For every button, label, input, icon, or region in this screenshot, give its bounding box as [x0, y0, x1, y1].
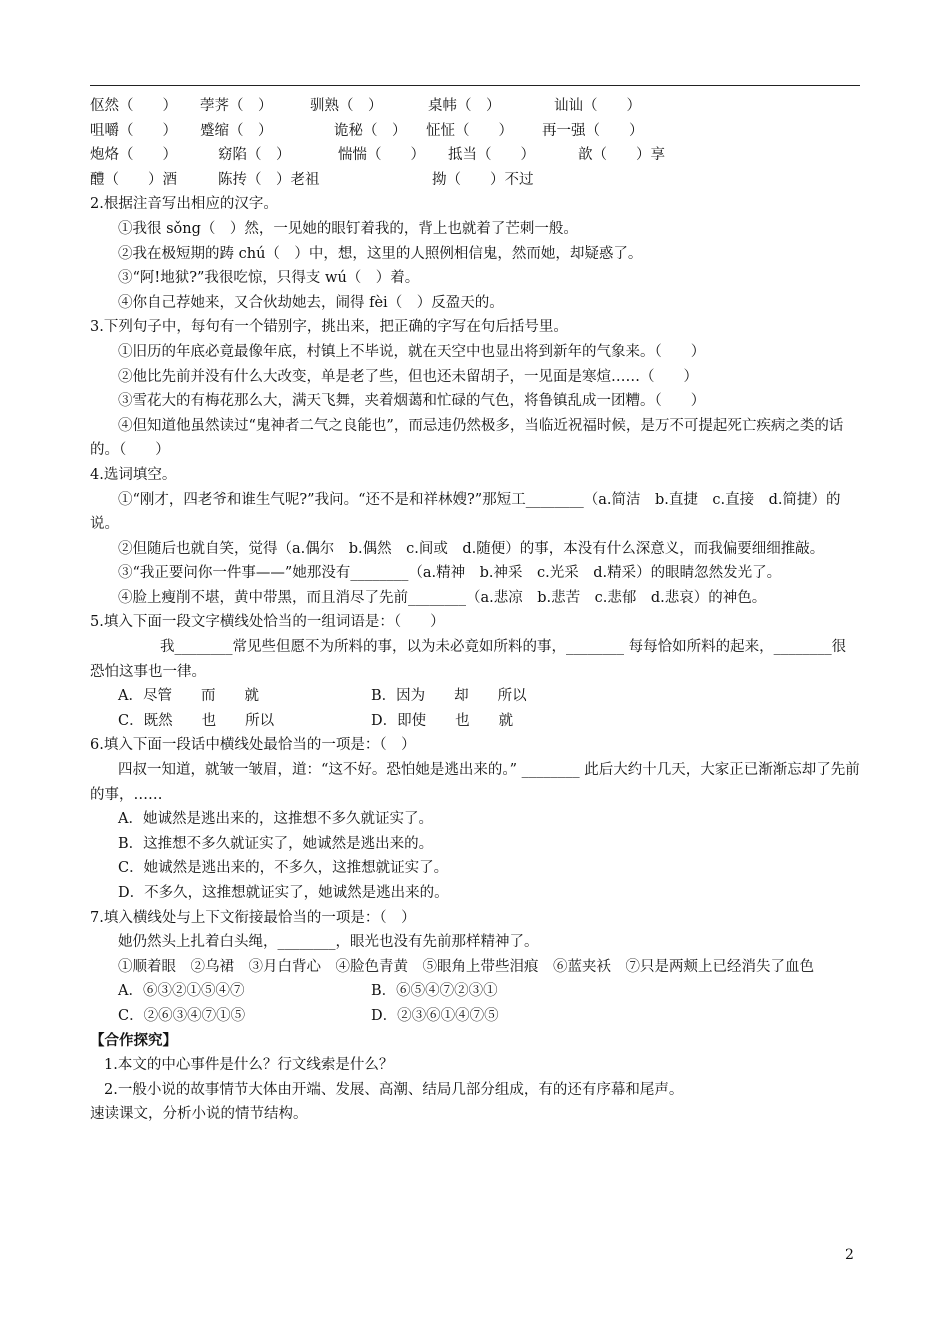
q4-title: 4.选词填空。: [90, 466, 177, 483]
q3-item-1: ①旧历的年底必竟最像年底，村镇上不毕说，就在天空中也显出将到新年的气象来。（ ）: [118, 343, 706, 360]
pinyin-item: 炮烙（ ）: [90, 147, 177, 164]
q7-option-d: D．②③⑥①④⑦⑤: [371, 1007, 499, 1024]
pinyin-item: 拗（ ）不过: [432, 171, 534, 188]
q6-option-a: A．她诚然是逃出来的，这推想不多久就证实了。: [118, 811, 433, 828]
q7-option-a: A．⑥③②①⑤④⑦: [118, 983, 245, 1000]
pinyin-item: 醴（ ）酒: [90, 171, 177, 188]
q3-item-4: ④但知道他虽然读过“鬼神者二气之良能也”，而忌违仍然极多，当临近祝福时候，是万不可提起死亡疾病之类的话的。（ ）: [90, 417, 844, 459]
q5-passage: 我________常见些但愿不为所料的事，以为未必竟如所料的事，________ 每每恰如所料的起来，________很恐怕这事也一律。: [90, 639, 847, 680]
pinyin-item: 陈抟（ ）老祖: [218, 171, 320, 188]
q3-title: 3.下列句子中，每句有一个错别字，挑出来，把正确的字写在句后括号里。: [90, 319, 568, 336]
q3-item-3: ③雪花大的有梅花那么大，满天飞舞，夹着烟蔼和忙碌的气色，将鲁镇乱成一团糟。（ ）: [118, 393, 706, 410]
pinyin-item: 伛然（ ）: [90, 98, 177, 114]
q2-item-3: ③“阿!地狱?”我很吃惊，只得支 wú（ ）着。: [118, 270, 420, 287]
q5-option-c: C．既然 也 所以: [118, 712, 275, 729]
pinyin-row-2: [90, 119, 860, 144]
pinyin-item: 诡秘（ ）: [334, 122, 407, 139]
page-number: 2: [845, 1247, 854, 1263]
pinyin-item: 窈陷（ ）: [218, 147, 291, 164]
pinyin-item: 驯熟（ ）: [310, 98, 383, 114]
q7-options-row-2: [90, 1004, 860, 1029]
q7-title: 7.填入横线处与上下文衔接最恰当的一项是：（ ）: [90, 909, 416, 926]
q7-choices: ①顺着眼 ②乌裙 ③月白背心 ④脸色青黄 ⑤眼角上带些泪痕 ⑥蓝夹袄 ⑦只是两颊上已经消失了血色: [118, 958, 814, 975]
pinyin-item: 咀嚼（ ）: [90, 122, 177, 139]
q4-item-2: ②但随后也就自笑，觉得（a.偶尔 b.偶然 c.间或 d.随便）的事，本没有什么深意义，而我偏要细细推敲。: [118, 540, 825, 557]
q4-item-3: ③“我正要问你一件事——”她那没有________（a.精神 b.神采 c.光采 d.精采）的眼睛忽然发光了。: [118, 565, 782, 582]
pinyin-row-3: [90, 143, 860, 168]
q7-passage: 她仍然头上扎着白头绳，________，眼光也没有先前那样精神了。: [118, 934, 539, 951]
pinyin-item: 荸荠（ ）: [200, 98, 273, 114]
pinyin-item: 讪讪（ ）: [554, 98, 641, 114]
worksheet-body: [90, 94, 860, 1127]
pinyin-item: 桌帏（ ）: [428, 98, 501, 114]
q7-option-b: B．⑥⑤④⑦②③①: [371, 983, 498, 1000]
coop-tail: 速读课文，分析小说的情节结构。: [90, 1106, 308, 1123]
q5-title: 5.填入下面一段文字横线处恰当的一组词语是：（ ）: [90, 614, 445, 631]
coop-item-1: 1.本文的中心事件是什么？行文线索是什么？: [104, 1057, 394, 1074]
q5-options-row-1: [90, 684, 860, 709]
pinyin-item: 再一强（ ）: [542, 122, 644, 139]
q4-item-4: ④脸上瘦削不堪，黄中带黑，而且消尽了先前________（a.悲凉 b.悲苦 c.悲郁 d.悲哀）的神色。: [118, 589, 767, 606]
header-rule: [90, 85, 860, 86]
q6-passage: 四叔一知道，就皱一皱眉，道：“这不好。恐怕她是逃出来的。” ________ 此后大约十几天，大家正已渐渐忘却了先前的事，……: [90, 762, 860, 803]
q3-item-2: ②他比先前并没有什么大改变，单是老了些，但也还未留胡子，一见面是寒煊……（ ）: [118, 368, 698, 385]
q5-option-d: D．即使 也 就: [371, 712, 514, 729]
coop-heading: 【合作探究】: [90, 1031, 177, 1049]
coop-item-2: 2.一般小说的故事情节大体由开端、发展、高潮、结局几部分组成，有的还有序幕和尾声。: [104, 1081, 684, 1098]
q6-option-d: D．不多久，这推想就证实了，她诚然是逃出来的。: [118, 885, 449, 901]
pinyin-item: 歆（ ）享: [578, 147, 665, 164]
q4-item-1: ①“刚才，四老爷和谁生气呢?”我问。“还不是和祥林嫂?”那短工________（a.简洁 b.直捷 c.直接 d.简捷）的说。: [90, 491, 841, 533]
pinyin-item: 惴惴（ ）: [338, 147, 425, 164]
q7-options-row-1: [90, 979, 860, 1004]
q2-title: 2.根据注音写出相应的汉字。: [90, 196, 278, 213]
pinyin-row-4: [90, 168, 860, 193]
q2-item-1: ①我很 sǒng（ ）然，一见她的眼钉着我的，背上也就着了芒刺一般。: [118, 220, 578, 237]
q6-option-b: B．这推想不多久就证实了，她诚然是逃出来的。: [118, 835, 434, 852]
q2-item-2: ②我在极短期的踌 chú（ ）中，想，这里的人照例相信鬼，然而她，却疑惑了。: [118, 245, 643, 262]
pinyin-item: 怔怔（ ）: [426, 122, 513, 139]
q7-option-c: C．②⑥③④⑦①⑤: [118, 1007, 246, 1024]
pinyin-row-1: [90, 94, 860, 119]
q2-item-4: ④你自己荐她来，又合伙劫她去，闹得 fèi（ ）反盈天的。: [118, 294, 504, 311]
pinyin-item: 抵当（ ）: [448, 147, 535, 164]
q6-title: 6.填入下面一段话中横线处最恰当的一项是：（ ）: [90, 737, 416, 754]
pinyin-item: 蹙缩（ ）: [200, 122, 273, 139]
q5-options-row-2: [90, 709, 860, 734]
q6-option-c: C．她诚然是逃出来的，不多久，这推想就证实了。: [118, 860, 449, 877]
q5-option-a: A．尽管 而 就: [118, 688, 259, 705]
q5-option-b: B．因为 却 所以: [371, 688, 527, 705]
